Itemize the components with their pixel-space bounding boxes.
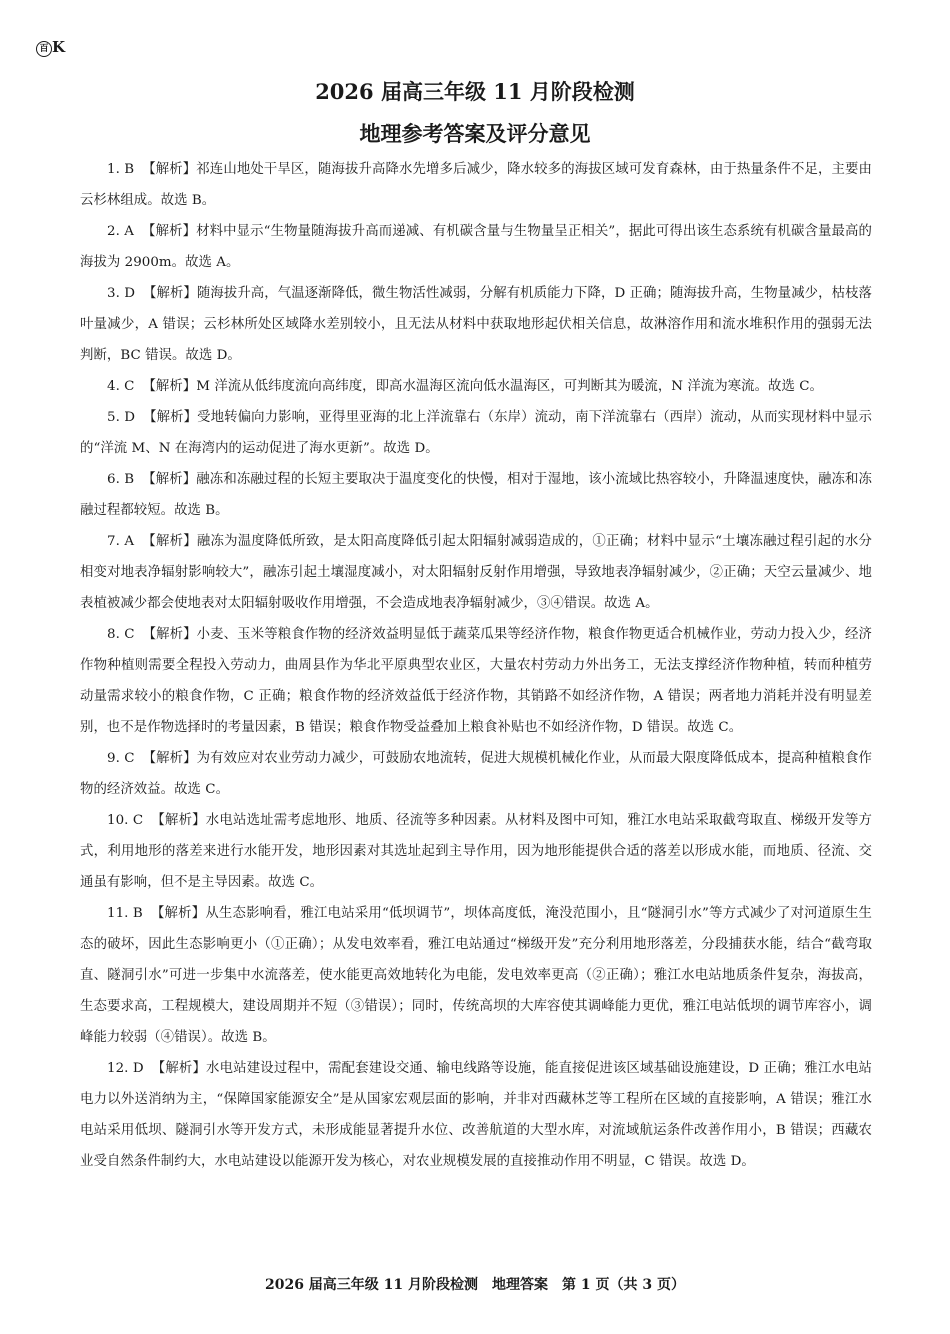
answer-text: 水电站选址需考虑地形、地质、径流等多种因素。从材料及图中可知，雅江水电站采取截弯取直、梯级开发等方式，利用地形的落差来进行水能开发，地形因素对其选址起到主导作用，因为地形能提供合适的落差以形成水能，而地质、径流、交通虽有影响，但不是主导因素。故选 C。 xyxy=(80,813,872,890)
answer-number: 1. B xyxy=(107,162,135,177)
answer-number: 12. D xyxy=(107,1061,144,1076)
answer-text: M 洋流从低纬度流向高纬度，即高水温海区流向低水温海区，可判断其为暖流，N 洋流为寒流。故选 C。 xyxy=(196,379,823,394)
answer-item xyxy=(80,154,872,216)
answer-list xyxy=(80,154,872,1177)
answer-text: 为有效应对农业劳动力减少，可鼓励农地流转，促进大规模机械化作业，从而最大限度降低成本，提高种植粮食作物的经济效益。故选 C。 xyxy=(80,751,872,797)
analysis-tag: 【解析】 xyxy=(141,224,197,239)
answer-number: 2. A xyxy=(107,224,134,239)
answer-number: 4. C xyxy=(107,379,135,394)
analysis-tag: 【解析】 xyxy=(151,1061,207,1076)
answer-item xyxy=(80,619,872,743)
answer-number: 7. A xyxy=(107,534,135,549)
answer-text: 水电站建设过程中，需配套建设交通、输电线路等设施，能直接促进该区域基础设施建设，D 正确；雅江水电站电力以外送消纳为主，“保障国家能源安全”是从国家宏观层面的影响，并非对西藏林芝等工程所在区域的直接影响，A 错误；雅江水电站采用低坝、隧洞引水等开发方式，未形成能显著提升水位、改善航道的大型水库，对流域航运条件改善作用小，B 错误；西藏农业受自然条件制约大，水电站建设以能源开发为核心，对农业规模发展的直接推动作用不明显，C 错误。故选 D。 xyxy=(80,1061,872,1169)
answer-number: 10. C xyxy=(107,813,144,828)
answer-text: 受地转偏向力影响，亚得里亚海的北上洋流靠右（东岸）流动，南下洋流靠右（西岸）流动，从而实现材料中显示的“洋流 M、N 在海湾内的运动促进了海水更新”。故选 D。 xyxy=(80,410,873,456)
answer-text: 融冻为温度降低所致，是太阳高度降低引起太阳辐射减弱造成的，①正确；材料中显示“土壤冻融过程引起的水分相变对地表净辐射影响较大”，融冻引起土壤湿度减小，对太阳辐射反射作用增强，导致地表净辐射减少，②正确；天空云量减少、地表植被减少都会使地表对太阳辐射吸收作用增强，不会造成地表净辐射减少，③④错误。故选 A。 xyxy=(80,534,873,611)
analysis-tag: 【解析】 xyxy=(142,379,197,394)
answer-item xyxy=(80,1053,872,1177)
answer-item xyxy=(80,898,872,1053)
logo-mark: 百 xyxy=(36,41,52,57)
answer-number: 5. D xyxy=(107,410,136,425)
page-footer: 2026 届高三年级 11 月阶段检测 地理答案 第 1 页（共 3 页） xyxy=(264,1277,686,1293)
publisher-logo xyxy=(36,38,65,57)
page-title: 2026 届高三年级 11 月阶段检测 xyxy=(315,79,635,104)
analysis-tag: 【解析】 xyxy=(142,534,197,549)
answer-item xyxy=(80,526,872,619)
answer-item xyxy=(80,743,872,805)
answer-text: 从生态影响看，雅江电站采用“低坝调节”，坝体高度低，淹没范围小，且“隧洞引水”等方式减少了对河道原生生态的破坏，因此生态影响更小（①正确）；从发电效率看，雅江电站通过“梯级开发”充分利用地形落差，分段捕获水能，结合“截弯取直、隧洞引水”可进一步集中水流落差，使水能更高效地转化为电能，发电效率更高（②正确）；雅江水电站地质条件复杂，海拔高，生态要求高，工程规模大，建设周期并不短（③错误）；同时，传统高坝的大库容使其调峰能力更优，雅江电站低坝的调节库容小，调峰能力较弱（④错误）。故选 B。 xyxy=(80,906,872,1045)
analysis-tag: 【解析】 xyxy=(143,286,197,301)
logo-letter: K xyxy=(52,38,66,56)
analysis-tag: 【解析】 xyxy=(142,751,197,766)
answer-text: 祁连山地处干旱区，随海拔升高降水先增多后减少，降水较多的海拔区域可发育森林，由于热量条件不足，主要由云杉林组成。故选 B。 xyxy=(80,162,872,208)
answer-item xyxy=(80,464,872,526)
answer-item xyxy=(80,216,872,278)
answer-text: 材料中显示“生物量随海拔升高而递减、有机碳含量与生物量呈正相关”，据此可得出该生态系统有机碳含量最高的海拔为 2900m。故选 A。 xyxy=(80,224,873,270)
analysis-tag: 【解析】 xyxy=(143,410,198,425)
answer-text: 小麦、玉米等粮食作物的经济效益明显低于蔬菜瓜果等经济作物，粮食作物更适合机械作业，劳动力投入少，经济作物种植则需要全程投入劳动力，曲周县作为华北平原典型农业区，大量农村劳动力外出务工，无法支撑经济作物种植，转而种植劳动量需求较小的粮食作物，C 正确；粮食作物的经济效益低于经济作物，其销路不如经济作物，A 错误；两者地力消耗并没有明显差别，也不是作物选择时的考量因素，B 错误；粮食作物受益叠加上粮食补贴也不如经济作物，D 错误。故选 C。 xyxy=(80,627,872,735)
analysis-tag: 【解析】 xyxy=(142,162,197,177)
page-subtitle: 地理参考答案及评分意见 xyxy=(359,122,591,146)
analysis-tag: 【解析】 xyxy=(151,813,206,828)
answer-number: 3. D xyxy=(107,286,135,301)
answer-item xyxy=(80,278,872,371)
answer-item xyxy=(80,371,872,402)
answer-number: 6. B xyxy=(107,472,135,487)
answer-number: 8. C xyxy=(107,627,135,642)
answer-text: 随海拔升高，气温逐渐降低，微生物活性减弱，分解有机质能力下降，D 正确；随海拔升高，生物量减少，枯枝落叶量减少，A 错误；云杉林所处区域降水差别较小，且无法从材料中获取地形起伏相关信息，故淋溶作用和流水堆积作用的强弱无法判断，BC 错误。故选 D。 xyxy=(80,286,872,363)
analysis-tag: 【解析】 xyxy=(142,472,197,487)
answer-item xyxy=(80,805,872,898)
answer-text: 融冻和冻融过程的长短主要取决于温度变化的快慢，相对于湿地，该小流域比热容较小，升降温速度快，融冻和冻融过程都较短。故选 B。 xyxy=(80,472,872,518)
analysis-tag: 【解析】 xyxy=(150,906,206,921)
answer-number: 11. B xyxy=(107,906,143,921)
analysis-tag: 【解析】 xyxy=(142,627,197,642)
answer-number: 9. C xyxy=(107,751,135,766)
answer-item xyxy=(80,402,872,464)
